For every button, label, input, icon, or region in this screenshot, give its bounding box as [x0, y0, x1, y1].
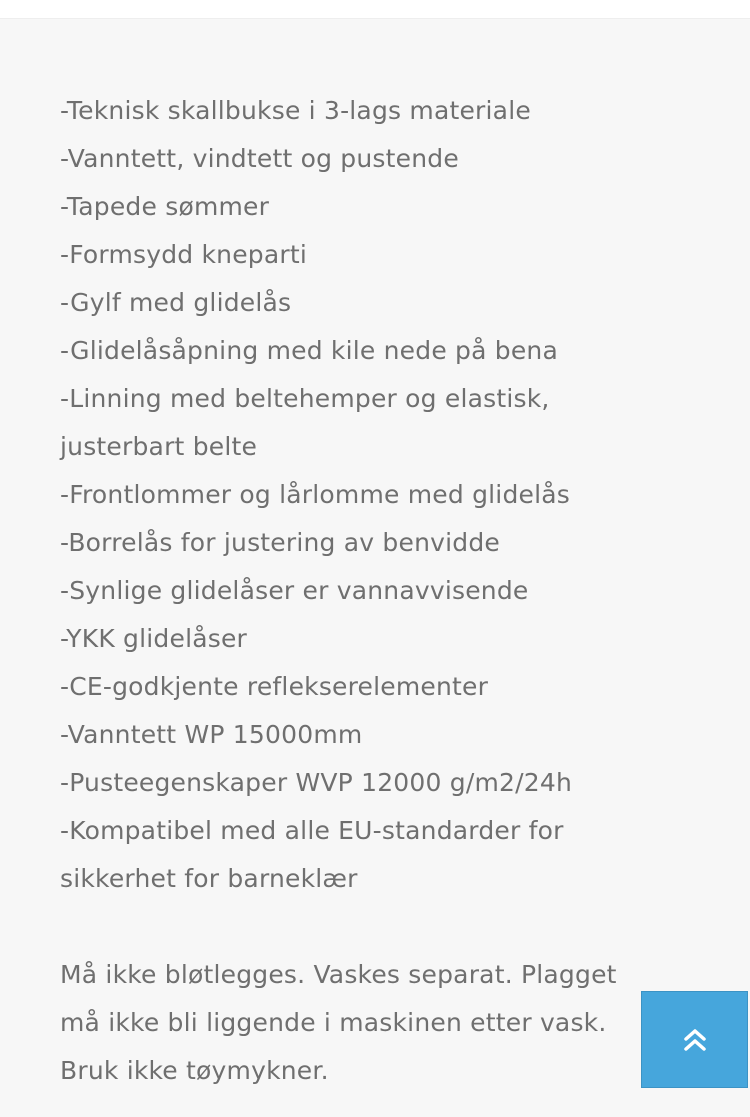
feature-item: -Borrelås for justering av benvidde: [60, 528, 500, 557]
feature-item: -Linning med beltehemper og elastisk, justerbart belte: [60, 384, 550, 461]
feature-item: -CE-godkjente reflekserelementer: [60, 672, 489, 701]
double-chevron-up-icon: [682, 1027, 708, 1053]
feature-item: -Gylf med glidelås: [60, 288, 292, 317]
feature-item: -Vanntett, vindtett og pustende: [60, 144, 459, 173]
feature-item: -Synlige glidelåser er vannavvisende: [60, 576, 529, 605]
feature-item: -Tapede sømmer: [60, 192, 270, 221]
care-instructions: Må ikke bløtlegges. Vaskes separat. Plagget må ikke bli liggende i maskinen etter vask. Bruk ikke tøymykner.: [60, 960, 617, 1085]
feature-item: -Vanntett WP 15000mm: [60, 720, 363, 749]
feature-list: [60, 87, 660, 903]
feature-item: -Teknisk skallbukse i 3-lags materiale: [60, 96, 531, 125]
product-description-panel: [0, 18, 750, 1117]
scroll-to-top-button[interactable]: [641, 991, 748, 1088]
top-strip: [0, 0, 750, 18]
feature-item: -Glidelåsåpning med kile nede på bena: [60, 336, 559, 365]
feature-item: -Kompatibel med alle EU-standarder for sikkerhet for barneklær: [60, 816, 564, 893]
feature-item: -Formsydd kneparti: [60, 240, 308, 269]
feature-item: -Frontlommer og lårlomme med glidelås: [60, 480, 570, 509]
feature-item: -Pusteegenskaper WVP 12000 g/m2/24h: [60, 768, 572, 797]
feature-item: -YKK glidelåser: [60, 624, 248, 653]
